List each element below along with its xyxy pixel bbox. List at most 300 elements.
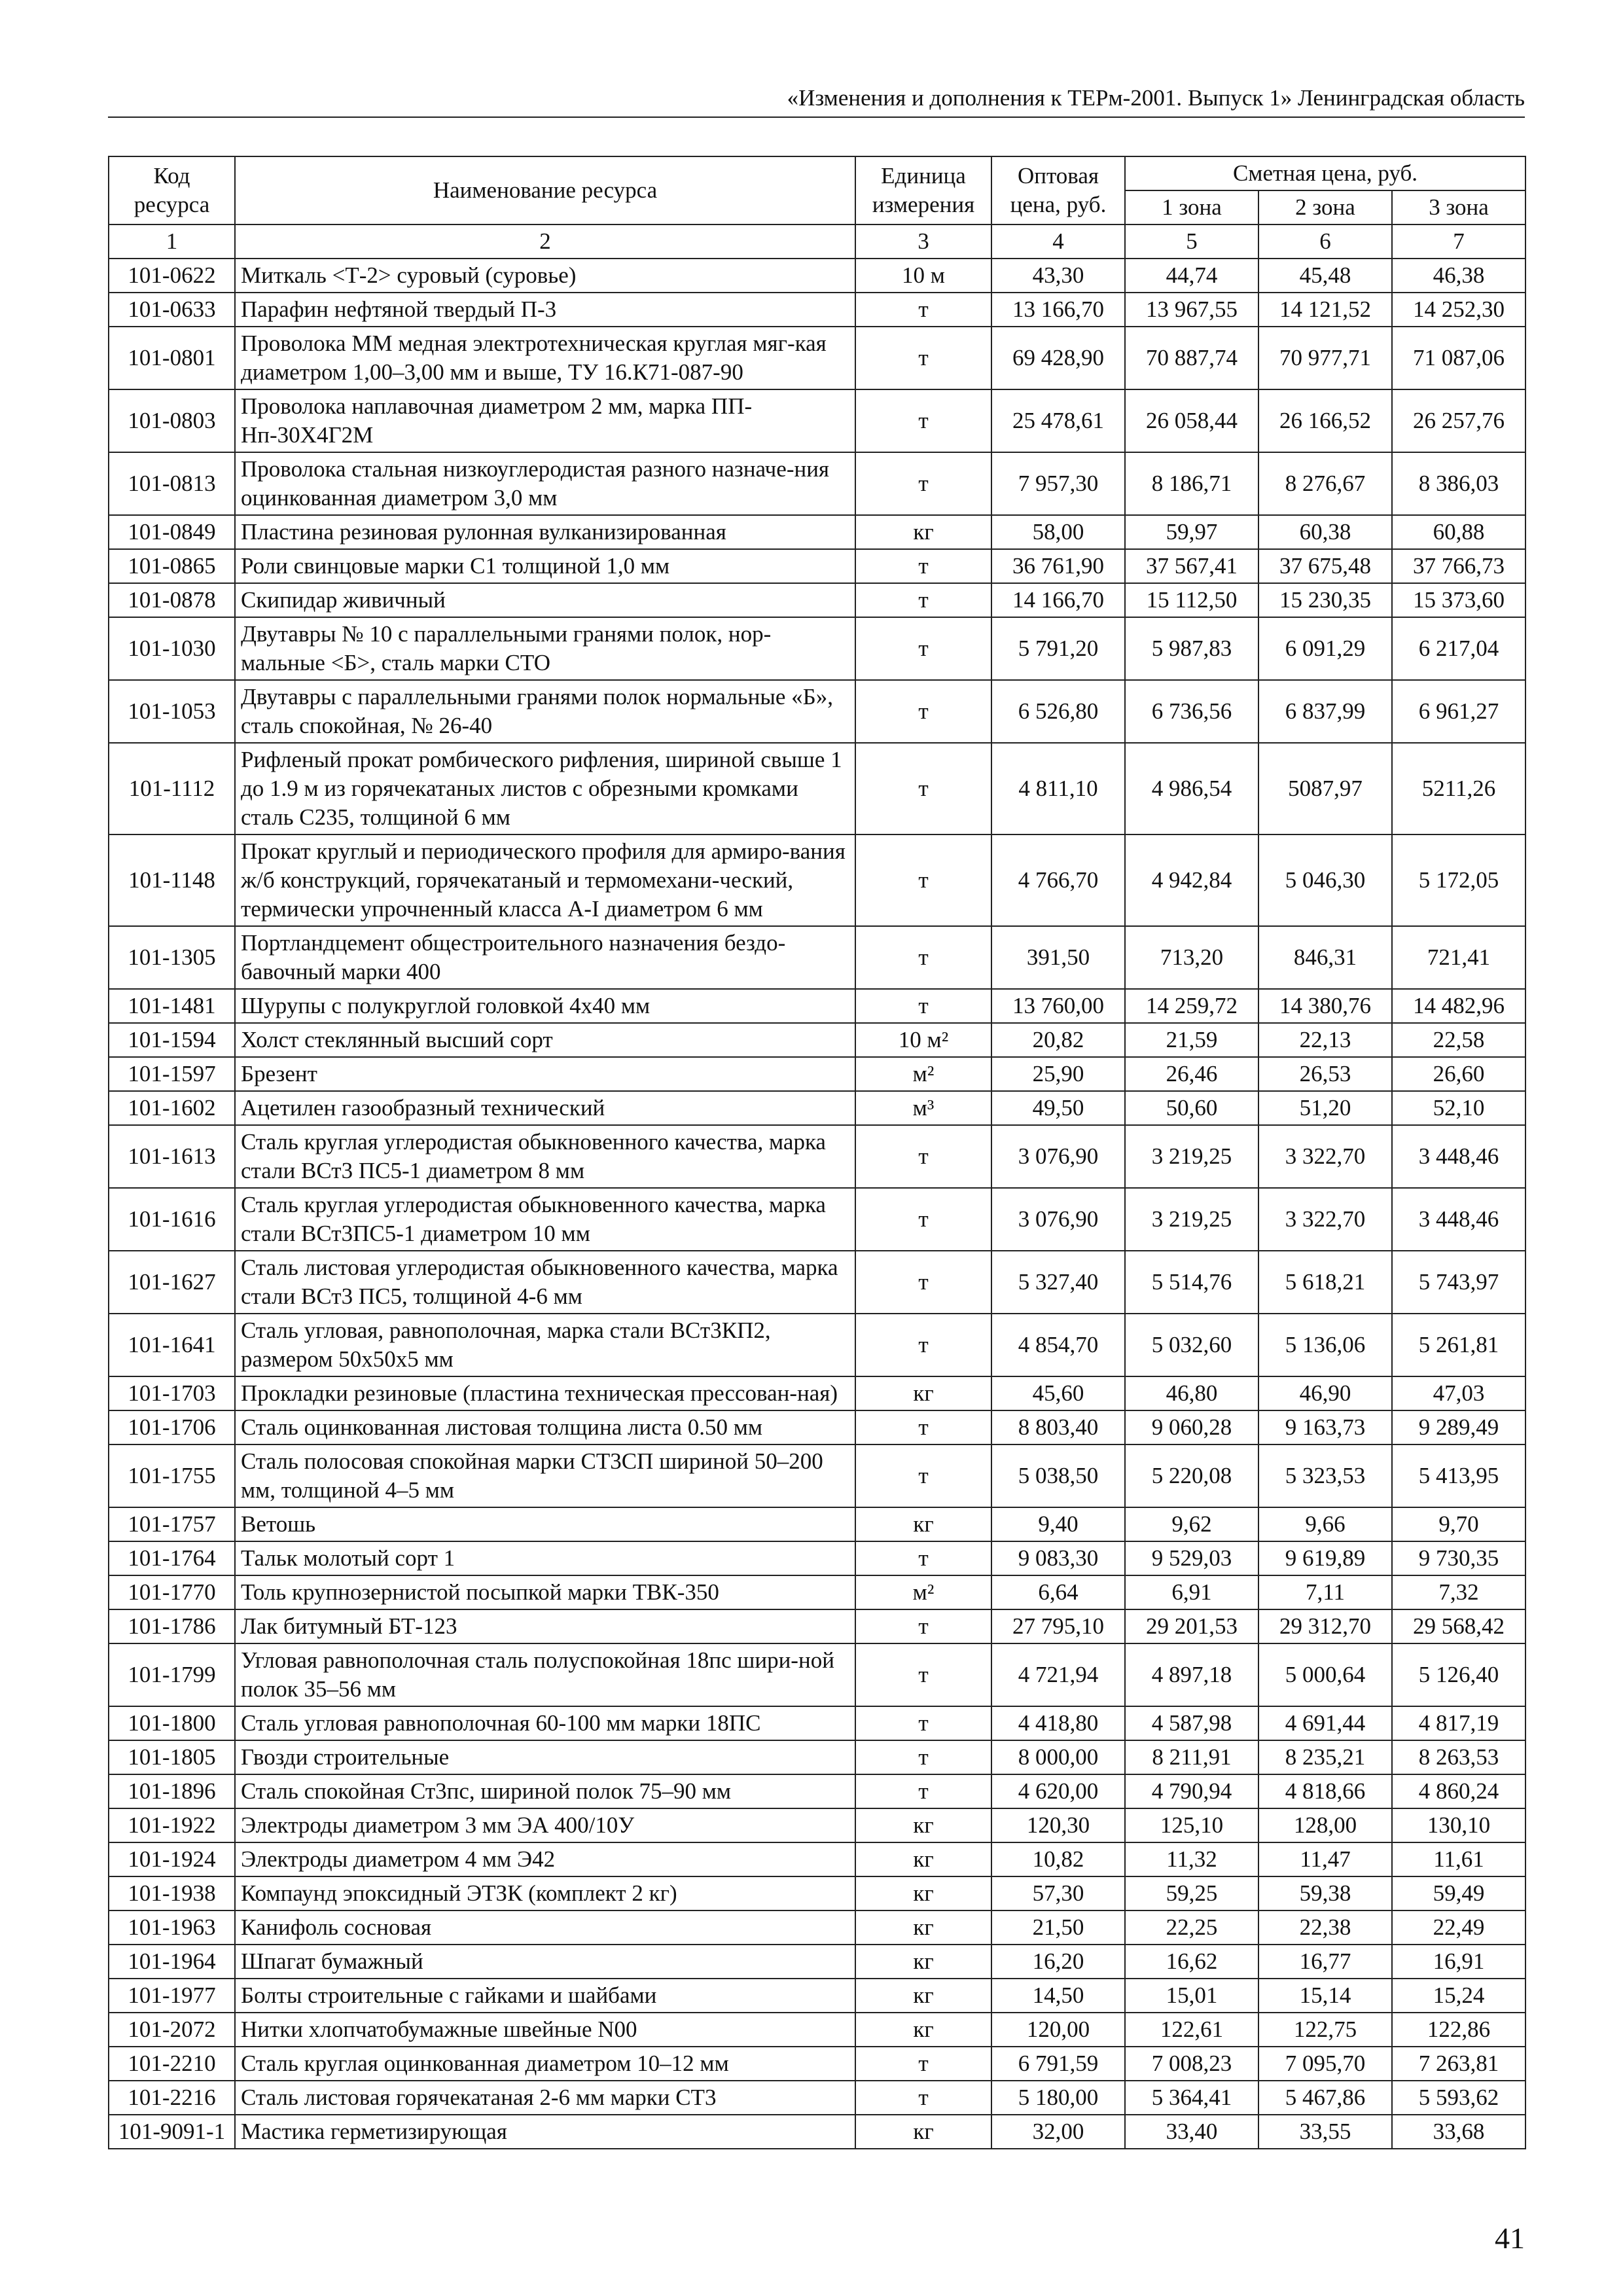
wholesale-price: 8 000,00 <box>991 1740 1125 1774</box>
resource-code: 101-1481 <box>109 989 235 1023</box>
estimate-price-zone-2: 5 618,21 <box>1258 1251 1392 1314</box>
column-number: 7 <box>1392 224 1525 259</box>
table-header <box>109 156 1525 259</box>
unit-of-measure: м³ <box>855 1091 991 1125</box>
resource-code: 101-1053 <box>109 680 235 743</box>
estimate-price-zone-3: 14 482,96 <box>1392 989 1525 1023</box>
estimate-price-zone-1: 13 967,55 <box>1125 293 1258 327</box>
running-header-title: «Изменения и дополнения к ТЕРм-2001. Выпуск 1» Ленинградская область <box>787 85 1525 111</box>
estimate-price-zone-3: 7 263,81 <box>1392 2047 1525 2081</box>
table-row <box>109 259 1525 293</box>
estimate-price-zone-2: 9,66 <box>1258 1507 1392 1541</box>
wholesale-price: 5 327,40 <box>991 1251 1125 1314</box>
wholesale-price: 20,82 <box>991 1023 1125 1057</box>
estimate-price-zone-3: 33,68 <box>1392 2115 1525 2149</box>
wholesale-price: 4 721,94 <box>991 1643 1125 1706</box>
resource-name: Роли свинцовые марки С1 толщиной 1,0 мм <box>235 549 855 583</box>
table-row <box>109 1376 1525 1410</box>
estimate-price-zone-1: 8 211,91 <box>1125 1740 1258 1774</box>
estimate-price-zone-3: 26,60 <box>1392 1057 1525 1091</box>
estimate-price-zone-1: 22,25 <box>1125 1910 1258 1945</box>
resource-code: 101-0878 <box>109 583 235 617</box>
table-row <box>109 2115 1525 2149</box>
resource-price-table <box>108 156 1526 2149</box>
unit-of-measure: т <box>855 389 991 452</box>
unit-of-measure: т <box>855 2081 991 2115</box>
estimate-price-zone-2: 22,13 <box>1258 1023 1392 1057</box>
resource-name: Портландцемент общестроительного назначения бездо-бавочный марки 400 <box>235 926 855 989</box>
wholesale-price: 4 620,00 <box>991 1774 1125 1808</box>
unit-of-measure: т <box>855 617 991 680</box>
column-number: 3 <box>855 224 991 259</box>
estimate-price-zone-2: 11,47 <box>1258 1842 1392 1876</box>
table-row <box>109 1740 1525 1774</box>
estimate-price-zone-2: 60,38 <box>1258 515 1392 549</box>
estimate-price-zone-2: 33,55 <box>1258 2115 1392 2149</box>
resource-code: 101-1602 <box>109 1091 235 1125</box>
resource-code: 101-1757 <box>109 1507 235 1541</box>
column-number: 5 <box>1125 224 1258 259</box>
resource-code: 101-1922 <box>109 1808 235 1842</box>
estimate-price-zone-1: 37 567,41 <box>1125 549 1258 583</box>
wholesale-price: 120,00 <box>991 2013 1125 2047</box>
resource-code: 101-1755 <box>109 1444 235 1507</box>
unit-of-measure: кг <box>855 515 991 549</box>
column-number: 1 <box>109 224 235 259</box>
estimate-price-zone-3: 26 257,76 <box>1392 389 1525 452</box>
estimate-price-zone-3: 22,58 <box>1392 1023 1525 1057</box>
wholesale-price: 36 761,90 <box>991 549 1125 583</box>
estimate-price-zone-1: 6,91 <box>1125 1575 1258 1609</box>
wholesale-price: 13 760,00 <box>991 989 1125 1023</box>
resource-name: Тальк молотый сорт 1 <box>235 1541 855 1575</box>
unit-of-measure: т <box>855 1541 991 1575</box>
estimate-price-zone-2: 59,38 <box>1258 1876 1392 1910</box>
unit-of-measure: т <box>855 1609 991 1643</box>
estimate-price-zone-2: 128,00 <box>1258 1808 1392 1842</box>
resource-code: 101-1597 <box>109 1057 235 1091</box>
resource-name: Прокладки резиновые (пластина техническая прессован-ная) <box>235 1376 855 1410</box>
estimate-price-zone-3: 3 448,46 <box>1392 1125 1525 1188</box>
table-row <box>109 1444 1525 1507</box>
resource-name: Сталь угловая равнополочная 60-100 мм марки 18ПС <box>235 1706 855 1740</box>
resource-code: 101-1805 <box>109 1740 235 1774</box>
table-row <box>109 1251 1525 1314</box>
wholesale-price: 120,30 <box>991 1808 1125 1842</box>
wholesale-price: 8 803,40 <box>991 1410 1125 1444</box>
unit-of-measure: т <box>855 1444 991 1507</box>
resource-name: Электроды диаметром 4 мм Э42 <box>235 1842 855 1876</box>
table-row <box>109 1314 1525 1376</box>
resource-name: Сталь круглая углеродистая обыкновенного качества, марка стали ВСт3ПС5-1 диаметром 10 мм <box>235 1188 855 1251</box>
header-name: Наименование ресурса <box>235 156 855 224</box>
table-row <box>109 680 1525 743</box>
estimate-price-zone-3: 130,10 <box>1392 1808 1525 1842</box>
estimate-price-zone-1: 713,20 <box>1125 926 1258 989</box>
estimate-price-zone-2: 46,90 <box>1258 1376 1392 1410</box>
table-row <box>109 1507 1525 1541</box>
estimate-price-zone-3: 5 593,62 <box>1392 2081 1525 2115</box>
wholesale-price: 6,64 <box>991 1575 1125 1609</box>
resource-name: Электроды диаметром 3 мм ЭА 400/10У <box>235 1808 855 1842</box>
estimate-price-zone-3: 5 743,97 <box>1392 1251 1525 1314</box>
estimate-price-zone-1: 21,59 <box>1125 1023 1258 1057</box>
resource-name: Проволока стальная низкоуглеродистая разного назначе-ния оцинкованная диаметром 3,0 мм <box>235 452 855 515</box>
header-wholesale-price: Оптовая цена, руб. <box>991 156 1125 224</box>
table-row <box>109 327 1525 389</box>
estimate-price-zone-3: 71 087,06 <box>1392 327 1525 389</box>
estimate-price-zone-2: 7 095,70 <box>1258 2047 1392 2081</box>
estimate-price-zone-2: 26 166,52 <box>1258 389 1392 452</box>
table-row <box>109 743 1525 834</box>
resource-name: Двутавры № 10 с параллельными гранями полок, нор-мальные <Б>, сталь марки СТО <box>235 617 855 680</box>
estimate-price-zone-2: 5 046,30 <box>1258 834 1392 926</box>
estimate-price-zone-2: 8 235,21 <box>1258 1740 1392 1774</box>
estimate-price-zone-3: 8 386,03 <box>1392 452 1525 515</box>
table-row <box>109 1023 1525 1057</box>
column-number-row <box>109 224 1525 259</box>
resource-name: Сталь круглая оцинкованная диаметром 10–12 мм <box>235 2047 855 2081</box>
resource-name: Угловая равнополочная сталь полуспокойная 18пс шири-ной полок 35–56 мм <box>235 1643 855 1706</box>
estimate-price-zone-1: 4 986,54 <box>1125 743 1258 834</box>
estimate-price-zone-2: 846,31 <box>1258 926 1392 989</box>
unit-of-measure: т <box>855 834 991 926</box>
resource-code: 101-1896 <box>109 1774 235 1808</box>
estimate-price-zone-2: 6 091,29 <box>1258 617 1392 680</box>
resource-code: 101-1800 <box>109 1706 235 1740</box>
estimate-price-zone-2: 51,20 <box>1258 1091 1392 1125</box>
resource-code: 101-1706 <box>109 1410 235 1444</box>
estimate-price-zone-2: 5 000,64 <box>1258 1643 1392 1706</box>
estimate-price-zone-1: 122,61 <box>1125 2013 1258 2047</box>
estimate-price-zone-2: 14 121,52 <box>1258 293 1392 327</box>
wholesale-price: 9 083,30 <box>991 1541 1125 1575</box>
resource-name: Канифоль сосновая <box>235 1910 855 1945</box>
estimate-price-zone-3: 5211,26 <box>1392 743 1525 834</box>
resource-code: 101-1770 <box>109 1575 235 1609</box>
wholesale-price: 3 076,90 <box>991 1188 1125 1251</box>
unit-of-measure: т <box>855 293 991 327</box>
table-row <box>109 1125 1525 1188</box>
table-row <box>109 389 1525 452</box>
estimate-price-zone-1: 3 219,25 <box>1125 1125 1258 1188</box>
estimate-price-zone-3: 5 413,95 <box>1392 1444 1525 1507</box>
unit-of-measure: кг <box>855 1910 991 1945</box>
resource-code: 101-1641 <box>109 1314 235 1376</box>
table-row <box>109 1643 1525 1706</box>
resource-code: 101-2072 <box>109 2013 235 2047</box>
unit-of-measure: 10 м <box>855 259 991 293</box>
page-number: 41 <box>1495 2221 1525 2255</box>
resource-name: Пластина резиновая рулонная вулканизированная <box>235 515 855 549</box>
estimate-price-zone-2: 16,77 <box>1258 1945 1392 1979</box>
wholesale-price: 5 791,20 <box>991 617 1125 680</box>
estimate-price-zone-3: 8 263,53 <box>1392 1740 1525 1774</box>
estimate-price-zone-2: 29 312,70 <box>1258 1609 1392 1643</box>
unit-of-measure: т <box>855 452 991 515</box>
column-number: 6 <box>1258 224 1392 259</box>
estimate-price-zone-1: 5 364,41 <box>1125 2081 1258 2115</box>
unit-of-measure: т <box>855 926 991 989</box>
estimate-price-zone-1: 9,62 <box>1125 1507 1258 1541</box>
wholesale-price: 6 791,59 <box>991 2047 1125 2081</box>
resource-name: Болты строительные с гайками и шайбами <box>235 1979 855 2013</box>
wholesale-price: 5 038,50 <box>991 1444 1125 1507</box>
table-row <box>109 1910 1525 1945</box>
estimate-price-zone-2: 5087,97 <box>1258 743 1392 834</box>
wholesale-price: 27 795,10 <box>991 1609 1125 1643</box>
resource-name: Мастика герметизирующая <box>235 2115 855 2149</box>
estimate-price-zone-1: 59,25 <box>1125 1876 1258 1910</box>
wholesale-price: 9,40 <box>991 1507 1125 1541</box>
table-row <box>109 549 1525 583</box>
resource-code: 101-1112 <box>109 743 235 834</box>
wholesale-price: 4 854,70 <box>991 1314 1125 1376</box>
resource-name: Сталь листовая горячекатаная 2-6 мм марки СТ3 <box>235 2081 855 2115</box>
resource-code: 101-1963 <box>109 1910 235 1945</box>
unit-of-measure: т <box>855 743 991 834</box>
resource-name: Рифленый прокат ромбического рифления, шириной свыше 1 до 1.9 м из горячекатаных листов с обрезными кромками сталь С235, толщиной 6 мм <box>235 743 855 834</box>
resource-code: 101-2210 <box>109 2047 235 2081</box>
table-row <box>109 1945 1525 1979</box>
estimate-price-zone-3: 15 373,60 <box>1392 583 1525 617</box>
estimate-price-zone-2: 45,48 <box>1258 259 1392 293</box>
resource-name: Прокат круглый и периодического профиля для армиро-вания ж/б конструкций, горячекатаный и термомехани-ческий, термически упрочненный класса А-I диаметром 6 мм <box>235 834 855 926</box>
estimate-price-zone-1: 3 219,25 <box>1125 1188 1258 1251</box>
estimate-price-zone-3: 15,24 <box>1392 1979 1525 2013</box>
unit-of-measure: т <box>855 327 991 389</box>
estimate-price-zone-3: 22,49 <box>1392 1910 1525 1945</box>
unit-of-measure: т <box>855 549 991 583</box>
table-row <box>109 1410 1525 1444</box>
table-row <box>109 1057 1525 1091</box>
resource-code: 101-1594 <box>109 1023 235 1057</box>
resource-code: 101-0633 <box>109 293 235 327</box>
estimate-price-zone-2: 7,11 <box>1258 1575 1392 1609</box>
wholesale-price: 13 166,70 <box>991 293 1125 327</box>
unit-of-measure: кг <box>855 1945 991 1979</box>
resource-name: Сталь круглая углеродистая обыкновенного качества, марка стали ВСт3 ПС5-1 диаметром 8 мм <box>235 1125 855 1188</box>
estimate-price-zone-1: 125,10 <box>1125 1808 1258 1842</box>
resource-name: Сталь полосовая спокойная марки СТ3СП шириной 50–200 мм, толщиной 4–5 мм <box>235 1444 855 1507</box>
unit-of-measure: т <box>855 1125 991 1188</box>
resource-name: Толь крупнозернистой посыпкой марки ТВК-350 <box>235 1575 855 1609</box>
estimate-price-zone-2: 15,14 <box>1258 1979 1392 2013</box>
estimate-price-zone-2: 70 977,71 <box>1258 327 1392 389</box>
header-unit: Единица измерения <box>855 156 991 224</box>
table-row <box>109 2081 1525 2115</box>
resource-code: 101-1305 <box>109 926 235 989</box>
wholesale-price: 4 418,80 <box>991 1706 1125 1740</box>
resource-code: 101-0803 <box>109 389 235 452</box>
estimate-price-zone-1: 4 942,84 <box>1125 834 1258 926</box>
wholesale-price: 391,50 <box>991 926 1125 989</box>
resource-code: 101-0813 <box>109 452 235 515</box>
running-header <box>108 84 1525 118</box>
estimate-price-zone-3: 14 252,30 <box>1392 293 1525 327</box>
estimate-price-zone-1: 7 008,23 <box>1125 2047 1258 2081</box>
estimate-price-zone-3: 6 217,04 <box>1392 617 1525 680</box>
resource-name: Брезент <box>235 1057 855 1091</box>
estimate-price-zone-3: 46,38 <box>1392 259 1525 293</box>
resource-name: Шпагат бумажный <box>235 1945 855 1979</box>
table-row <box>109 583 1525 617</box>
estimate-price-zone-3: 721,41 <box>1392 926 1525 989</box>
wholesale-price: 69 428,90 <box>991 327 1125 389</box>
resource-name: Сталь оцинкованная листовая толщина листа 0.50 мм <box>235 1410 855 1444</box>
resource-name: Сталь угловая, равнополочная, марка стали ВСт3КП2, размером 50х50х5 мм <box>235 1314 855 1376</box>
estimate-price-zone-1: 9 529,03 <box>1125 1541 1258 1575</box>
resource-name: Миткаль <Т-2> суровый (суровье) <box>235 259 855 293</box>
unit-of-measure: м² <box>855 1057 991 1091</box>
resource-code: 101-2216 <box>109 2081 235 2115</box>
table-row <box>109 1774 1525 1808</box>
estimate-price-zone-2: 15 230,35 <box>1258 583 1392 617</box>
table-row <box>109 1609 1525 1643</box>
table-row <box>109 1575 1525 1609</box>
estimate-price-zone-3: 37 766,73 <box>1392 549 1525 583</box>
estimate-price-zone-3: 122,86 <box>1392 2013 1525 2047</box>
estimate-price-zone-1: 59,97 <box>1125 515 1258 549</box>
resource-name: Сталь листовая углеродистая обыкновенного качества, марка стали ВСт3 ПС5, толщиной 4-6 мм <box>235 1251 855 1314</box>
resource-name: Проволока ММ медная электротехническая круглая мяг-кая диаметром 1,00–3,00 мм и выше, ТУ 16.К71-087-90 <box>235 327 855 389</box>
unit-of-measure: кг <box>855 2115 991 2149</box>
estimate-price-zone-1: 26 058,44 <box>1125 389 1258 452</box>
estimate-price-zone-3: 47,03 <box>1392 1376 1525 1410</box>
wholesale-price: 4 811,10 <box>991 743 1125 834</box>
estimate-price-zone-1: 50,60 <box>1125 1091 1258 1125</box>
resource-code: 101-1977 <box>109 1979 235 2013</box>
resource-name: Холст стеклянный высший сорт <box>235 1023 855 1057</box>
resource-code: 101-1030 <box>109 617 235 680</box>
estimate-price-zone-1: 11,32 <box>1125 1842 1258 1876</box>
wholesale-price: 57,30 <box>991 1876 1125 1910</box>
estimate-price-zone-2: 37 675,48 <box>1258 549 1392 583</box>
estimate-price-zone-1: 6 736,56 <box>1125 680 1258 743</box>
unit-of-measure: т <box>855 583 991 617</box>
estimate-price-zone-3: 4 860,24 <box>1392 1774 1525 1808</box>
resource-code: 101-1964 <box>109 1945 235 1979</box>
estimate-price-zone-2: 5 323,53 <box>1258 1444 1392 1507</box>
estimate-price-zone-2: 6 837,99 <box>1258 680 1392 743</box>
unit-of-measure: т <box>855 1188 991 1251</box>
estimate-price-zone-3: 9,70 <box>1392 1507 1525 1541</box>
resource-code: 101-9091-1 <box>109 2115 235 2149</box>
estimate-price-zone-2: 26,53 <box>1258 1057 1392 1091</box>
header-estimate-price: Сметная цена, руб. <box>1125 156 1525 190</box>
unit-of-measure: т <box>855 680 991 743</box>
table-row <box>109 617 1525 680</box>
unit-of-measure: т <box>855 1706 991 1740</box>
table-row <box>109 1541 1525 1575</box>
wholesale-price: 5 180,00 <box>991 2081 1125 2115</box>
estimate-price-zone-3: 5 126,40 <box>1392 1643 1525 1706</box>
estimate-price-zone-1: 4 790,94 <box>1125 1774 1258 1808</box>
resource-name: Компаунд эпоксидный ЭТЗК (комплект 2 кг) <box>235 1876 855 1910</box>
estimate-price-zone-1: 4 897,18 <box>1125 1643 1258 1706</box>
estimate-price-zone-1: 9 060,28 <box>1125 1410 1258 1444</box>
resource-name: Парафин нефтяной твердый П-3 <box>235 293 855 327</box>
resource-code: 101-1613 <box>109 1125 235 1188</box>
wholesale-price: 10,82 <box>991 1842 1125 1876</box>
resource-name: Ветошь <box>235 1507 855 1541</box>
wholesale-price: 43,30 <box>991 259 1125 293</box>
wholesale-price: 32,00 <box>991 2115 1125 2149</box>
wholesale-price: 7 957,30 <box>991 452 1125 515</box>
table-row <box>109 515 1525 549</box>
resource-name: Гвозди строительные <box>235 1740 855 1774</box>
resource-name: Скипидар живичный <box>235 583 855 617</box>
wholesale-price: 25 478,61 <box>991 389 1125 452</box>
unit-of-measure: т <box>855 1410 991 1444</box>
resource-code: 101-1148 <box>109 834 235 926</box>
unit-of-measure: т <box>855 1740 991 1774</box>
estimate-price-zone-3: 5 172,05 <box>1392 834 1525 926</box>
table-row <box>109 1091 1525 1125</box>
estimate-price-zone-1: 16,62 <box>1125 1945 1258 1979</box>
wholesale-price: 45,60 <box>991 1376 1125 1410</box>
estimate-price-zone-2: 3 322,70 <box>1258 1188 1392 1251</box>
column-number: 2 <box>235 224 855 259</box>
estimate-price-zone-3: 59,49 <box>1392 1876 1525 1910</box>
estimate-price-zone-1: 46,80 <box>1125 1376 1258 1410</box>
resource-code: 101-1799 <box>109 1643 235 1706</box>
estimate-price-zone-3: 7,32 <box>1392 1575 1525 1609</box>
resource-code: 101-0801 <box>109 327 235 389</box>
resource-code: 101-1627 <box>109 1251 235 1314</box>
unit-of-measure: т <box>855 1314 991 1376</box>
estimate-price-zone-2: 9 163,73 <box>1258 1410 1392 1444</box>
unit-of-measure: кг <box>855 1876 991 1910</box>
table-row <box>109 926 1525 989</box>
estimate-price-zone-1: 8 186,71 <box>1125 452 1258 515</box>
estimate-price-zone-3: 6 961,27 <box>1392 680 1525 743</box>
wholesale-price: 16,20 <box>991 1945 1125 1979</box>
resource-code: 101-1786 <box>109 1609 235 1643</box>
unit-of-measure: кг <box>855 1979 991 2013</box>
estimate-price-zone-3: 29 568,42 <box>1392 1609 1525 1643</box>
table-row <box>109 1842 1525 1876</box>
estimate-price-zone-1: 14 259,72 <box>1125 989 1258 1023</box>
wholesale-price: 49,50 <box>991 1091 1125 1125</box>
estimate-price-zone-2: 5 136,06 <box>1258 1314 1392 1376</box>
wholesale-price: 6 526,80 <box>991 680 1125 743</box>
estimate-price-zone-1: 29 201,53 <box>1125 1609 1258 1643</box>
estimate-price-zone-1: 70 887,74 <box>1125 327 1258 389</box>
header-zone-1: 1 зона <box>1125 190 1258 224</box>
table-row <box>109 2047 1525 2081</box>
wholesale-price: 58,00 <box>991 515 1125 549</box>
unit-of-measure: т <box>855 1251 991 1314</box>
table-row <box>109 1979 1525 2013</box>
header-code: Код ресурса <box>109 156 235 224</box>
wholesale-price: 14,50 <box>991 1979 1125 2013</box>
resource-code: 101-1938 <box>109 1876 235 1910</box>
estimate-price-zone-1: 44,74 <box>1125 259 1258 293</box>
estimate-price-zone-2: 4 818,66 <box>1258 1774 1392 1808</box>
unit-of-measure: кг <box>855 1808 991 1842</box>
resource-name: Проволока наплавочная диаметром 2 мм, марка ПП-Нп-30Х4Г2М <box>235 389 855 452</box>
header-zone-2: 2 зона <box>1258 190 1392 224</box>
resource-name: Сталь спокойная Ст3пс, шириной полок 75–90 мм <box>235 1774 855 1808</box>
estimate-price-zone-1: 5 220,08 <box>1125 1444 1258 1507</box>
resource-code: 101-1616 <box>109 1188 235 1251</box>
estimate-price-zone-2: 9 619,89 <box>1258 1541 1392 1575</box>
table-row <box>109 989 1525 1023</box>
table-row <box>109 2013 1525 2047</box>
estimate-price-zone-2: 122,75 <box>1258 2013 1392 2047</box>
resource-code: 101-1924 <box>109 1842 235 1876</box>
